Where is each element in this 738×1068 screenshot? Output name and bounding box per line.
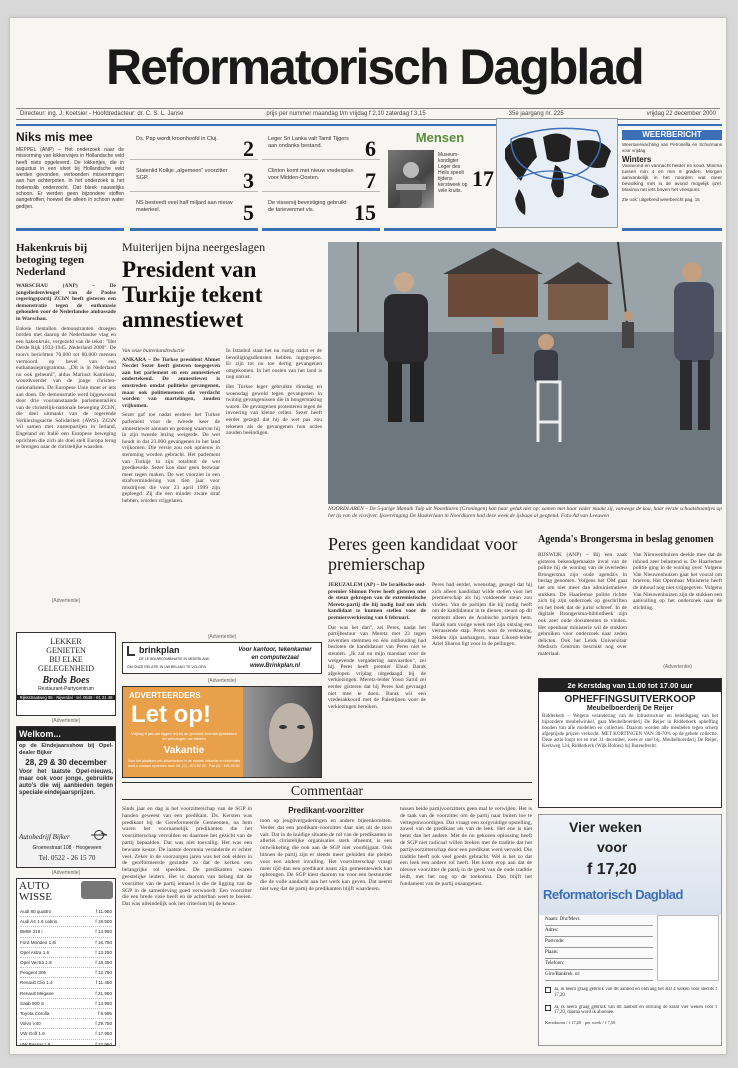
ad-sign-1: (Advertentie) <box>51 718 81 724</box>
brods-line3: BIJ ELKE <box>49 655 83 664</box>
ad-opel[interactable] <box>16 726 116 868</box>
peres-article[interactable] <box>328 534 532 784</box>
teaser-6-page: 15 <box>354 200 376 225</box>
car-model: Ford Mondeo 1.8i <box>20 939 57 945</box>
form-field-label: Telefoon: <box>545 961 565 966</box>
form-field[interactable] <box>545 959 653 970</box>
commentaar-col2: toon op jeugdvergaderingen en andere bijeenkomsten. Verder dat een predikant-voorzitter daar niet uit de toon valt. Dat in de huidige situatie de rol van de predikanten in allerlei christelijke organisaties sterk afneemt, is een ontwikkeling die ook aan de SGP niet voorbijgaat. Ook binnen de partij zijn er steeds meer geluiden die pleiten voor een andere invulling. Het voorzitterschap vraagt meer tijd dan een predikant naast zijn gemeentewerk kan opbrengen. De SGP kiest daarom nu voor een bestuurder die de volle aandacht aan het werk kan geven. Dat neemt niet weg dat de partij de predikanten blijft waarderen. <box>260 818 392 892</box>
brinkplan-right1: Voor kantoor, tekenkamer <box>238 647 312 653</box>
opel-title: Welkom... <box>17 727 115 741</box>
agenda-body2: Van Nieuwenhuizen deelde mee dat de inhoud zeer belastend is. De Haarlemse politie ging in de woning over. Volgens Van Nieuwenhuizen gaat het vooral om brieven. Het Openbaar Ministerie heeft de inhoud nog niet vrijgegeven. Volgens Van Nieuwenhuizen zijn de stukken een aanvulling op het onderzoek naar de stichting. <box>633 552 722 611</box>
car-model: Peugeot 306 <box>20 970 47 976</box>
form-field[interactable] <box>545 948 653 959</box>
car-row <box>20 999 112 1009</box>
hakenkruis-title: Hakenkruis bij betoging tegen Nederland <box>16 242 88 278</box>
vierweken-opt1: Ja, ik neem graag gebruik van dit aanbod en ontvang het RD 4 weken voor slechts f 17,20. <box>554 987 717 998</box>
opel-l3: Voor het laatste Opel-nieuws, maar ook voor jonge, gebruikte auto's die wij aanbieden tegen speciale eindejaarsprijzen. <box>19 769 113 797</box>
car-row <box>20 1009 112 1019</box>
car-row <box>20 978 112 988</box>
niks-bar <box>16 228 124 231</box>
car-model: Renault Mégane <box>20 990 54 996</box>
weer-head: Winters <box>622 155 652 164</box>
dateline-date: vrijdag 22 december 2000 <box>646 111 716 117</box>
opel-bolt-icon <box>87 830 111 840</box>
teaser-a-bar <box>130 228 258 231</box>
form-field[interactable] <box>545 926 653 937</box>
brods-line4: GELEGENHEID <box>38 664 94 673</box>
car-model: Opel Vectra 1.8 <box>20 960 52 966</box>
teaser-5-page: 7 <box>365 168 376 192</box>
car-price: f 19.500 <box>95 919 112 925</box>
car-price: f 11.450 <box>95 980 112 986</box>
ad-brodsboes[interactable] <box>16 632 116 716</box>
car-model: Toyota Corolla <box>20 1011 50 1017</box>
vierweken-option-1[interactable] <box>545 987 717 999</box>
mensen-figure-icon <box>388 150 434 208</box>
vierweken-foot: Kerstboom / f 17,20 · per week / f 7,50 <box>545 1020 616 1026</box>
weer-sub: Weersverwachting van Petronella en Schurmans voor vrijdag <box>622 142 722 153</box>
skating-scene-icon <box>328 242 722 504</box>
main-photo <box>328 242 722 504</box>
opheffing-date: 2e Kerstdag van 11.00 tot 17.00 uur <box>539 679 721 692</box>
muiterijen-body3: Het Turkse leger gebruikte dinsdag en woensdag geweld tegen gevangenen in twintig gevangenissen die in hongerstaking waren. De gevangenen protesteren tegen de invoering van kleine cellen. Sezer heeft eerder gezegd dat hij de wet pas zou tekenen als de gevangenen hun acties zouden beëindigen. <box>226 383 322 437</box>
weer-bar <box>622 228 722 231</box>
brods-line1: LEKKER <box>50 637 82 646</box>
car-row <box>20 1040 112 1046</box>
teaser-2-page: 3 <box>243 168 254 192</box>
teaser-5[interactable] <box>262 162 380 192</box>
ad-brinkplan[interactable] <box>122 642 322 674</box>
muiterijen-headline: President van Turkije tekent amnestiewet <box>122 257 263 332</box>
car-row <box>20 907 112 917</box>
commentaar-title: Commentaar <box>122 782 532 800</box>
car-model: Audi A4 1.6 cabrio <box>20 919 58 925</box>
car-price: f 17.950 <box>95 1031 112 1037</box>
car-row <box>20 1029 112 1039</box>
teaser-2-text: Statenlid Kolkje „algemeen” voorzitter SGP. <box>136 168 228 181</box>
car-price: f 11.950 <box>95 909 112 914</box>
weerbericht[interactable] <box>622 130 722 228</box>
opel-l1: op de Eindejaarsshow bij Opel-dealer Bijker <box>19 743 113 756</box>
opel-logo <box>87 827 111 843</box>
teaser-col-a <box>130 130 258 230</box>
ad-opheffing[interactable] <box>538 678 722 808</box>
form-field-label: Adres: <box>545 928 559 933</box>
car-price: f 14.950 <box>95 929 112 935</box>
car-row <box>20 989 112 999</box>
commentaar-col1: Sinds jaar en dag is het voorzitterschap van de SGP in handen geweest van een predikant. Ds. Kersten was predikant bij de Gereformeerde Gemeenten, na hem waren het voornamelijk predikanten die het voorzitterschap vervulden en daarmee het gezicht van de partij bepaalden. Dat was niet toevallig. Het was een bewuste keuze. De laatste decennia veranderde er echter veel. Zeker in de voorzorgen jaren was het ook elders in de gereformeerde gezindte zo dat de kerken een belangrijke rol speelden. De predikanten waren geestelijke leiders. Het is daarom van belang dat de voorzitter van de partij iemand is die de ligging van de SGP in de samenleving goed verwoordt. Een voorzitter die een brede visie heeft en de achterban weet te boeien. Dat was uiteindelijk ook het criterium bij de keuze. <box>122 806 252 908</box>
muiterijen-body1: Sezer gaf toe nadat eerdere het Turkse parlement voor de tweede keer de amnestiewet aannam en genoeg waarvan hij in zijn tweede lezing weigerde. De wet houdt in dat 23.000 gevangenen in het land vrijkomen. Die versie zou ook opnieuw in stemming worden gebracht. Het parlement van Turkije in zijn totaliteit de wet goedkeurde. Sezer kon daar geen bezwaar meer tegen maken. De wet voorziet in een strafvermindering van tien jaar voor misdrijven die voor 23 april 1999 zijn gepleegd. Zij die een minder zware straf hebben, worden vrijgelaten. <box>122 412 220 505</box>
hakenkruis-lead: WARSCHAU (ANP) – De jongeliedenvleugel van de Poolse regeringspartij ZChN heeft gisteren een demonstratie tegen de euthanasie gehouden voor de Nederlandse ambassade in Warschau. <box>16 283 116 322</box>
form-field-label: Giro/Bankrek. nr: <box>545 972 581 977</box>
car-price: f 21.950 <box>95 990 112 996</box>
ad-sign-2: (Advertentie) <box>51 870 81 876</box>
car-price: f 8.995 <box>97 1011 112 1017</box>
car-model: Opel Astra 1.6 <box>20 949 50 955</box>
letop-foot: Voor het plaatsen van advertenties in de rubriek Vakantie en informatie kunt u contact opnemen met: Tel. (0) - 574 52 22 · Fax (0) - 645 49 83 <box>127 759 241 768</box>
peres-lead: JERUZALEM (AP) – De Israëlische oud-premier Shimon Peres heeft gisteren niet de steun gekregen van de extremistische Meretz-partij die hij nodig had om zich kandidaat te kunnen stellen voor de premiersverkiezing van 6 februari. <box>328 582 426 621</box>
commentaar[interactable] <box>122 782 532 1046</box>
opheffing-sub: Meubelboerderij De Reijer <box>586 705 674 712</box>
mensen-box[interactable] <box>384 130 496 230</box>
vierweken-side-box <box>657 915 719 981</box>
car-price: f 16.750 <box>95 939 112 945</box>
photo-caption-box <box>328 506 722 528</box>
teaser-b-bar <box>262 228 380 231</box>
niks-title: Niks mis mee <box>16 130 93 144</box>
face-icon <box>243 687 322 778</box>
brods-name: Brods Boes <box>42 675 90 686</box>
weer-title: WEERBERICHT <box>622 130 722 140</box>
brods-line2: GENIETEN <box>46 646 86 655</box>
car-price: f 18.450 <box>95 960 112 966</box>
peres-headline: Peres geen kandidaat voor premierschap <box>328 534 518 574</box>
ad-sign-4: (Advertentie) <box>207 678 237 684</box>
vierweken-opt2: Ja, ik neem graag gebruik van dit aanbod en ontvang de krant vier weken voor f 17,20, daarna word ik abonnee. <box>554 1004 717 1016</box>
car-model: VW Passat 1.8 <box>20 1041 51 1046</box>
hakenkruis-body: Enkele tientallen demonstranten droegen borden met daarop de Nederlandse vlag en een hakenkruis, vergezeld van de tekst: "Het Derde Rijk 1933-1945. Nederland 2000". De toon's berichtten 70.000 tot 80.000 mensen vermoord op bevel van een euthanasieprogramma. „Dit is in Nederland nu ook gebeurd", aldus Mariusz Kaminski, woordvoerder van de jonge christen-nationalisten. De Europese Unie moet er iets aan doen. De demonstratie werd bijgewoond door drie vooraanstaande parlementariërs van de christelijk-nationale beweging ZChN, die deel uitmaakt van de regerende Verkiezingsactie Solidariteit (AWS). ZChN wil samen met zusterpartijen in Ierland, Engeland en Italië een Europese beweging oprichten die zich als doel stelt Europa terug te brengen naar de christelijke waarden. <box>16 325 116 451</box>
vierweken-options <box>545 987 717 1027</box>
niks-mis-mee[interactable] <box>16 130 124 226</box>
checkbox-icon[interactable] <box>545 987 551 993</box>
dateline-price: prijs per nummer maandag t/m vrijdag f 2,10 zaterdag f 3,15 <box>266 111 426 117</box>
masthead-title: Reformatorisch Dagblad <box>106 39 643 95</box>
teaser-2[interactable] <box>130 162 258 192</box>
mensen-photo <box>388 150 434 208</box>
opel-tel: Tel. 0522 - 26 15 70 <box>38 854 96 862</box>
photo-caption: NOORDLAREN – De 5-jarige Manuik Tuip uit Noordlaren (Groningen) kan haar geluk niet op: samen met haar vader maakt zij, vanwege de kou, haar eerste schaatsbaantjes op het ijs van de visvijver. Ijsvereniging De Haskerlaan in Noordlaren had deze week de ijsbaan al geopend. Foto Ad van Leeuwen <box>328 506 722 519</box>
car-row <box>20 948 112 958</box>
opel-l2: 28, 29 & 30 december <box>25 758 107 768</box>
ad-letop[interactable] <box>122 686 322 778</box>
brods-sub: Restaurant-Partycentrum <box>38 686 94 692</box>
dateline-staff: Directeur: ing. J. Koetsier - Hoofdredacteur: dr. C. S. L. Janse <box>20 111 184 117</box>
car-price: f 29.750 <box>95 1021 112 1027</box>
opheffing-body: Ridderkerk – Wegens verandering van de infrastructuur en beleidsgang van het bijzondere meubelwinkel, gaat Meubelboerderij De Reijer in Ridderkerk opheffing houden van alle modellen en collecties. Daarom worden alle meubelen tegen scherp afgeprijsde prijzen verkocht. MET KORTINGEN VAN 30-70% op de gehele collectie. Deze actie loopt tot en met 31 december, wees er snel bij. Meubelboerderij De Reijer, Kerkweg 124, Ridderkerk (Wijk Bolnes) bij Barendrecht. <box>542 714 718 749</box>
brinkplan-logo-icon <box>127 646 135 656</box>
vierweken-l2: voor <box>597 839 628 855</box>
checkbox-icon[interactable] <box>545 1005 551 1011</box>
brinkplan-tag: OM ONZE RELATIE IN UW BELANG TE VOLGEN <box>127 665 207 669</box>
muiterijen-article[interactable] <box>122 240 322 650</box>
brinkplan-right2: en computerzaal <box>251 655 299 661</box>
teaser-1-page: 2 <box>243 136 254 160</box>
teaser-5-text: Clinton komt met nieuw vredesplan voor Midden-Oosten. <box>268 168 354 181</box>
letop-face-photo <box>243 687 322 778</box>
car-model: VW Golf 1.6 <box>20 1031 45 1037</box>
teaser-3-page: 5 <box>243 200 254 225</box>
vierweken-brand: Reformatorisch Dagblad <box>543 887 683 902</box>
niks-body: MEPPEL (ANP) – Het onderzoek naar de misvorming van kikkervisjes in Hollandsche veld heeft niets opgeleverd. De kikkertjes, die in augustus in een sloot bij Hollandsche veld werden gevonden, vertoonden misvormingen aan hun achterpoten. In het onderzoek is het bodemslib onderzocht. Dat bleek nauwelijks schoon. Er werden geen bijzondere stoffen aangetroffen, hoewel die alleen in schoon water gedijen. <box>16 147 124 210</box>
car-icon <box>81 881 113 899</box>
car-row <box>20 958 112 968</box>
teaser-4-page: 6 <box>365 136 376 160</box>
brods-foot: Rijksstraatweg 95 · Nijverdal · tel. 0548 - 61 21 48 <box>17 695 115 700</box>
ad-vierweken[interactable] <box>538 814 722 1046</box>
muiterijen-byline: Van onze buitenlandredactie <box>122 348 185 354</box>
mensen-page: 17 <box>472 166 494 191</box>
vierweken-l1: Vier weken <box>569 819 642 835</box>
mensen-bar <box>384 228 496 231</box>
teaser-4[interactable] <box>262 130 380 160</box>
teaser-3[interactable] <box>130 194 258 226</box>
brinkplan-name: brinkplan <box>139 645 180 655</box>
form-field[interactable] <box>545 937 653 948</box>
letop-top: ADVERTEERDERS <box>129 691 201 700</box>
form-field[interactable] <box>545 970 653 981</box>
teaser-6-text: De vissersij bevestiging gebruikt de tarievenmet vis. <box>268 200 347 213</box>
dateline-volume: 35e jaargang nr. 225 <box>508 111 564 117</box>
autowisse-title: AUTO WISSE <box>19 880 52 903</box>
world-map-icon <box>497 119 618 228</box>
teaser-1-text: Ds. Pap wordt kroonhoofd in Cluj. <box>136 136 218 142</box>
weer-more: Zie ook: uitgebreid weerbericht pag. 15 <box>622 197 700 202</box>
form-field[interactable] <box>545 915 653 926</box>
agenda-body: RIJSWIJK (ANP) – Bij een zaak gisteren bekendgemaakte inval van de politie bij de woning van de overleden Brongersma zijn oude agenda's in beslag genomen. Volgens het OM gaat het om niet meer dan administratieve stukken. De Haarlemse politie richtte zich bij zijn onderzoek op geschriften en het boek dat de jurist schreef. In de digitale Brongersma-bibliotheek zijn ook zeer oude documenten te vinden. Het openbaar ministerie wil de stukken gebruiken voor onderzoek naar zeden delicten. Ook het Leids Universitair Medisch Centrum beschikt nog over materiaal. <box>538 552 627 657</box>
commentaar-col2-head: Predikant-voorzitter <box>288 806 364 815</box>
car-price: f 12.750 <box>95 970 112 976</box>
weather-map <box>496 118 618 228</box>
muiterijen-lead: ANKARA – De Turkse president Ahmet Necdet Sezer heeft gisteren toegegeven aan het parlement en een amnestiewet ondertekend. De amnestiewet is omstreden omdat politieke gevangenen, maar ook politiemensen die verdacht worden van martelingen, zouden vrijkomen. <box>122 356 220 409</box>
newspaper-page <box>10 18 726 1054</box>
teaser-3-text: NS besteedt veel half miljard aan nieuw materieel. <box>136 200 233 213</box>
car-model: Volvo V40 <box>20 1021 41 1027</box>
agenda-headline: Agenda's Brongersma in beslag genomen <box>538 534 714 545</box>
form-field-label: Naam: Dhr/Mevr. <box>545 917 581 922</box>
agenda-article[interactable] <box>538 534 722 674</box>
teaser-6[interactable] <box>262 194 380 226</box>
mensen-text: Museum-kondigter Leger des Heils speelt tijdens kerstweek op vele kruits. <box>438 152 468 194</box>
ad-autowisse[interactable] <box>16 878 116 1046</box>
letop-big: Let op! <box>131 701 211 728</box>
car-price: f 14.950 <box>95 1000 112 1006</box>
peres-body: Dat was het dan", zei Peres, nadat het partijbestuur van Meretz met 23 tegen zeventien stemmen en één onthouding had besloten de kandidatuur van Peres niet te steunen. „Ik zal nu mijn mandaat voor de wetgevende vergadering aanvaarden", zei hij. Peres heeft premier Ehud Barak afgelopen vrijdag uitgedaagd bij de verkiezingen. Meretz-leider Yossi Sarid zei eerder gisteren dat hij Peres had gevraagd niet mee te doen. Barak wil een vredesakkoord met de Palestijnen voor de verkiezingen bereiken. <box>328 624 426 710</box>
letop-mid: Vrijdag 5 januari liggen wij bij de grootste boerderijvakbeurs en ontvangen uw ideeën <box>131 731 237 741</box>
teaser-4-text: Leger Sri Lanka valt Tamil Tijgers aan ondanks bestand. <box>268 136 349 149</box>
car-model: Renault Clio 1.4 <box>20 980 53 986</box>
car-price: f 22.950 <box>95 1041 112 1046</box>
vierweken-l3: f 17,20 <box>587 861 637 878</box>
car-row <box>20 917 112 927</box>
autowisse-list <box>17 905 115 1046</box>
opel-addr: Groenestraat 108 · Hoogeveen <box>32 845 102 851</box>
opheffing-title: OPHEFFINGSUITVERKOOP <box>564 694 696 705</box>
hakenkruis-article[interactable] <box>16 242 116 622</box>
form-field-label: Postcode: <box>545 939 565 944</box>
masthead <box>10 18 726 106</box>
brinkplan-right3: www.Brinkplan.nl <box>249 663 301 669</box>
peres-body2: Peres had eerder, woensdag, gezegd dat hij zich alleen kandidaat wilde stellen voor het premierschap als hij voldoende steun zou vinden. Van de partijen die hij nodig heeft om de kandidatuur in te dienen, steunt op dit moment alleen de Arabische partijen hem. Barak nam vorige week met zijn ontslag een verrassende stap. Peres won de verkiezing, zeiden zijn aanhangers, maar Likoed-leider Ariel Sharon ligt voor in de peilingen. <box>432 582 532 648</box>
hakenkruis-sign: (Advertentie) <box>51 597 81 604</box>
mensen-title: Mensen <box>415 130 465 145</box>
opel-brand: Autobedrijf Bijker <box>19 833 70 841</box>
brinkplan-sub: DE 1E BOUWCOMBINATIE IN NEDERLAND <box>139 657 210 661</box>
commentaar-col3: tussen beide partijvoorzitters geen mal te verwijten. Het is de taak van de voorzitter om de partij naar buiten toe te vertegenwoordigen. Dat vraagt een zorgvuldige opstelling, zowel van de predikant als van de leek. Het ene is niet beter dan het andere. Met de nu gekozen oplossing heeft de SGP niet radicaal willen breken met de traditie dat het partijvoorzitterschap door een predikant werd vervuld. Die traditie heeft ook veel goeds gebracht. Wel is het zo dat een leek een andere rol heeft. Het komt erop aan dat de nieuwe voorzitter de partij in de geest van de oude traditie leidt, met het oog op de toekomst. Dan blijft het fundament van de partij onaangetast. <box>400 806 532 887</box>
car-row <box>20 938 112 948</box>
agenda-sign: (Advertentie) <box>663 664 692 670</box>
car-row <box>20 1019 112 1029</box>
weer-body: Vanavond en vannacht helder en koud. Minima tussen min 4 en min 9 graden. Morgen aanvankelijk in het noorden wat meer bewolking met in de avond mogelijk ijzel. Maxima net iets boven het vriespunt. <box>622 164 722 193</box>
car-price: f 13.250 <box>95 949 112 955</box>
ad-sign-3: (Advertentie) <box>207 634 237 640</box>
car-row <box>20 927 112 937</box>
form-field-label: Plaats: <box>545 950 559 955</box>
car-row <box>20 968 112 978</box>
vierweken-form <box>545 915 653 981</box>
teaser-col-b <box>262 130 380 230</box>
car-model: Saab 900 S <box>20 1000 45 1006</box>
teaser-1[interactable] <box>130 130 258 160</box>
vierweken-option-2[interactable] <box>545 1005 717 1017</box>
car-model: BMW 318 i <box>20 929 43 935</box>
muiterijen-kicker: Muiterijen bijna neergeslagen <box>122 240 266 254</box>
letop-label: Vakantie <box>163 745 205 756</box>
car-model: Audi 80 quattro <box>20 909 52 914</box>
muiterijen-body2: In Istanbul staat het nu rustig nadat er de beveiligingsdiensten hebben ingegrepen. Er zijn tot nu toe dertig gevangenen omgekomen. In het oosten van het land is nog onrust. <box>226 348 322 381</box>
